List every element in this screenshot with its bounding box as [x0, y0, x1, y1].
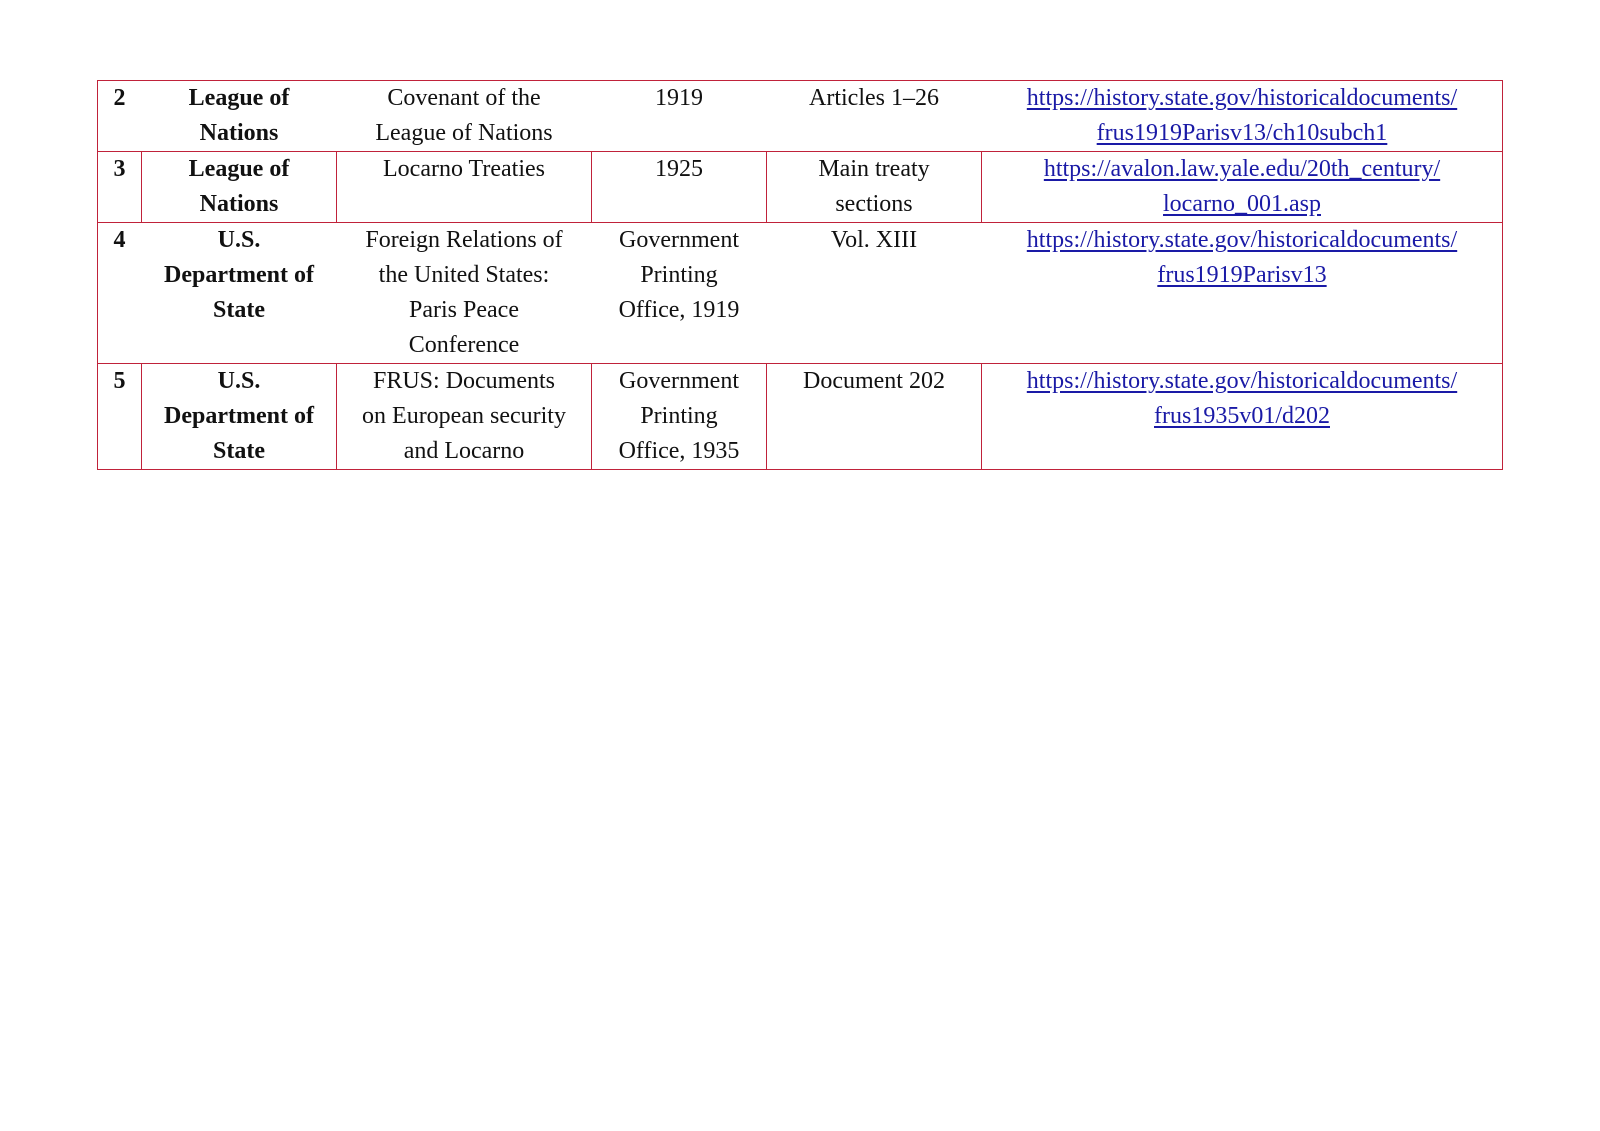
- url-cell: [982, 223, 1503, 364]
- url-cell: [982, 364, 1503, 470]
- section-cell: Vol. XIII: [767, 223, 982, 364]
- url-cell: [982, 81, 1503, 152]
- references-table: [97, 80, 1503, 470]
- author-cell: League of Nations: [142, 81, 337, 152]
- publisher-cell: 1925: [592, 152, 767, 223]
- url-link-continued[interactable]: frus1919Parisv13/ch10subch1: [1096, 120, 1388, 146]
- row-number: 5: [98, 364, 142, 470]
- url-link[interactable]: https://history.state.gov/historicaldocuments/: [1026, 227, 1458, 253]
- table-row: [98, 152, 1503, 223]
- title-cell: FRUS: Documents on European security and Locarno: [337, 364, 592, 470]
- author-cell: U.S. Department of State: [142, 364, 337, 470]
- row-number: 4: [98, 223, 142, 364]
- table-row: [98, 364, 1503, 470]
- author-cell: League of Nations: [142, 152, 337, 223]
- row-number: 2: [98, 81, 142, 152]
- url-link-continued[interactable]: frus1919Parisv13: [1157, 262, 1327, 288]
- publisher-cell: Government Printing Office, 1935: [592, 364, 767, 470]
- publisher-cell: Government Printing Office, 1919: [592, 223, 767, 364]
- title-cell: Locarno Treaties: [337, 152, 592, 223]
- title-cell: Foreign Relations of the United States: Paris Peace Conference: [337, 223, 592, 364]
- url-cell: [982, 152, 1503, 223]
- section-cell: Articles 1–26: [767, 81, 982, 152]
- publisher-cell: 1919: [592, 81, 767, 152]
- url-link[interactable]: https://history.state.gov/historicaldocuments/: [1026, 368, 1458, 394]
- row-number: 3: [98, 152, 142, 223]
- url-link-continued[interactable]: locarno_001.asp: [1163, 191, 1321, 217]
- section-cell: Document 202: [767, 364, 982, 470]
- url-link[interactable]: https://history.state.gov/historicaldocuments/: [1026, 85, 1458, 111]
- section-cell: Main treaty sections: [767, 152, 982, 223]
- url-link[interactable]: https://avalon.law.yale.edu/20th_century/: [1043, 156, 1441, 182]
- author-cell: U.S. Department of State: [142, 223, 337, 364]
- table-row: [98, 223, 1503, 364]
- url-link-continued[interactable]: frus1935v01/d202: [1154, 403, 1330, 429]
- table-row: [98, 81, 1503, 152]
- title-cell: Covenant of the League of Nations: [337, 81, 592, 152]
